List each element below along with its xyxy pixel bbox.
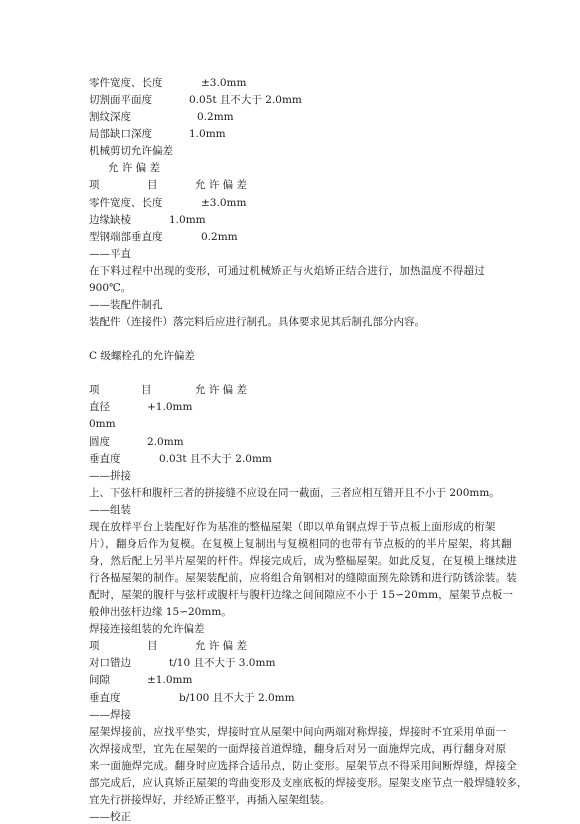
text-line: 切割面平面度 0.05t 且不大于 2.0mm bbox=[89, 94, 302, 107]
paragraph-line: 身，然后配上另半片屋架的杆件。焊接完成后，成为整榀屋架。如此反复，在复模上继续进 bbox=[89, 555, 517, 567]
section-heading: ——校正 bbox=[89, 811, 131, 823]
table-row: 直径 +1.0mm bbox=[89, 401, 193, 414]
table-row: 型钢端部垂直度 0.2mm bbox=[89, 230, 238, 243]
table-row: 圆度 2.0mm bbox=[89, 435, 184, 448]
paragraph-line: 片），翻身后作为复模。在复模上复制出与复模相同的也带有节点板的的半片屋架，将其翻 bbox=[89, 537, 512, 550]
paragraph-line: 上、下弦杆和腹杆三者的拼接缝不应设在同一截面，三者应相互错开且不小于 200mm。 bbox=[89, 486, 500, 499]
table-row: 边缘缺棱 1.0mm bbox=[89, 213, 206, 226]
table-row: 零件宽度、长度 ±3.0mm bbox=[89, 196, 247, 209]
table-row: 垂直度 0.03t 且不大于 2.0mm bbox=[89, 452, 272, 465]
text-line: 割纹深度 0.2mm bbox=[89, 111, 234, 124]
paragraph-line: 900℃。 bbox=[89, 281, 132, 294]
paragraph-line: 部完成后，应认真矫正屋架的弯曲变形及支座底板的焊接变形。屋架支座节点一般焊缝较多， bbox=[89, 776, 528, 789]
paragraph-line: 装配件（连接件）落完料后应进行制孔。具体要求见其后制孔部分内容。 bbox=[89, 316, 425, 328]
paragraph-line: 现在放样平台上装配好作为基准的整榀屋架（即以单角钢点焊于节点板上面形成的桁架 bbox=[89, 520, 496, 533]
section-heading: ——拼接 bbox=[89, 469, 131, 482]
paragraph-line: 屋架焊接前，应找平垫实，焊接时宜从屋架中间向两端对称焊接，焊接时不宜采用单面一 bbox=[89, 725, 507, 738]
paragraph-line: 来一面施焊完成。翻身时应选择合适吊点，防止变形。屋架节点不得采用间断焊缝，焊接全 bbox=[89, 759, 517, 772]
paragraph-line: 行各榀屋架的制作。屋架装配前，应将组合角钢相对的缝隙面预先除锈和进行防锈涂装。装 bbox=[89, 572, 517, 584]
text-line: 局部缺口深度 1.0mm bbox=[89, 128, 226, 141]
table-row: 垂直度 b/100 且不大于 2.0mm bbox=[89, 691, 295, 704]
table-row: 对口错边 t/10 且不大于 3.0mm bbox=[89, 657, 276, 670]
section-heading: 焊接连接组装的允许偏差 bbox=[89, 623, 205, 636]
section-heading: 机械剪切允许偏差 bbox=[89, 145, 173, 158]
section-heading: C 级螺栓孔的允许偏差 bbox=[89, 350, 195, 363]
paragraph-line: 宜先行拼接焊好，并经矫正整平，再插入屋架组装。 bbox=[89, 793, 331, 806]
section-heading: ——装配件制孔 bbox=[89, 298, 163, 311]
table-header: 项 目 允 许 偏 差 bbox=[89, 179, 248, 192]
section-heading: ——组装 bbox=[89, 503, 131, 516]
paragraph-line: 在下料过程中出现的变形，可通过机械矫正与火焰矫正结合进行，加热温度不得超过 bbox=[89, 264, 485, 277]
paragraph-line: 配时，屋架的腹杆与弦杆或腹杆与腹杆边缘之间间隙应不小于 15∽20mm，屋架节点板一 bbox=[89, 589, 514, 602]
paragraph-line: 次焊接成型，宜先在屋架的一面焊接首道焊缝，翻身后对另一面施焊完成，再行翻身对原 bbox=[89, 742, 507, 755]
section-heading: ——平直 bbox=[89, 247, 131, 260]
table-row: 间隙 ±1.0mm bbox=[89, 674, 193, 687]
table-header: 项 目 允 许 偏 差 bbox=[89, 640, 248, 653]
table-header: 项 目 允 许 偏 差 bbox=[89, 384, 248, 397]
section-heading: ——焊接 bbox=[89, 708, 131, 721]
text-line: 零件宽度、长度 ±3.0mm bbox=[89, 77, 247, 89]
text-line: 允 许 偏 差 bbox=[108, 162, 161, 175]
table-row: 0mm bbox=[89, 418, 116, 431]
paragraph-line: 般伸出弦杆边缘 15∽20mm。 bbox=[89, 606, 232, 619]
